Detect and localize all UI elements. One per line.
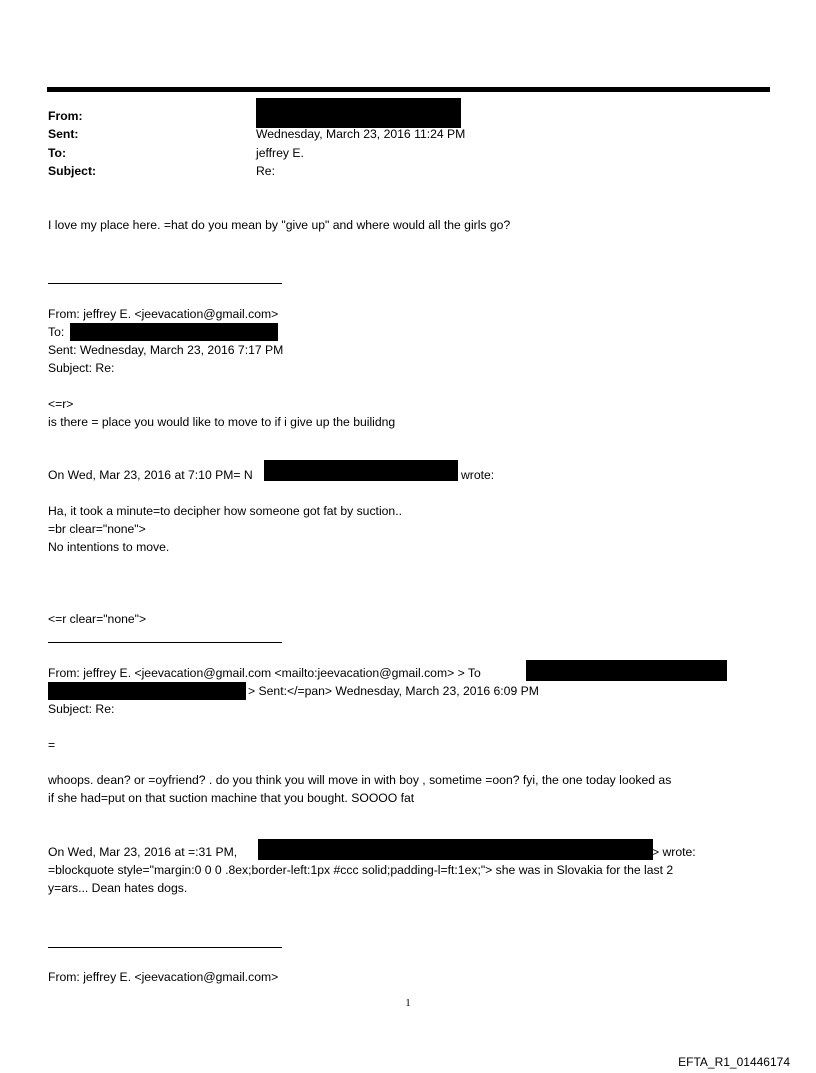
msg3-subject: Subject: Re: bbox=[48, 702, 115, 716]
body-line: I love my place here. =hat do you mean by "give up" and where would all the girls go? bbox=[48, 218, 511, 232]
redaction-box bbox=[258, 839, 653, 860]
to-value: jeffrey E. bbox=[256, 146, 304, 160]
to-label: To: bbox=[48, 146, 67, 160]
quote2-on-line: On Wed, Mar 23, 2016 at =:31 PM, bbox=[48, 845, 238, 859]
separator bbox=[48, 642, 282, 643]
sent-value: Wednesday, March 23, 2016 11:24 PM bbox=[256, 127, 466, 141]
msg4-from: From: jeffrey E. <jeevacation@gmail.com> bbox=[48, 970, 279, 984]
quote1-line: <=r clear="none"> bbox=[48, 612, 147, 626]
redaction-box bbox=[48, 682, 246, 700]
msg3-text: if she had=put on that suction machine that you bought. SOOOO fat bbox=[48, 791, 415, 805]
quote1-on-line: On Wed, Mar 23, 2016 at 7:10 PM= N bbox=[48, 468, 253, 482]
msg2-text: is there = place you would like to move to if i give up the builidng bbox=[48, 415, 396, 429]
redaction-box bbox=[264, 460, 458, 481]
redaction-box bbox=[526, 660, 727, 681]
msg2-br: <=r> bbox=[48, 397, 74, 411]
subject-value: Re: bbox=[256, 164, 275, 178]
header-rule bbox=[47, 87, 770, 92]
quote2-wrote: > wrote: bbox=[652, 845, 696, 859]
redaction-box bbox=[256, 98, 461, 128]
separator bbox=[48, 283, 282, 284]
msg3-eq: = bbox=[48, 738, 56, 752]
quote2-line: y=ars... Dean hates dogs. bbox=[48, 881, 188, 895]
redaction-box bbox=[70, 323, 278, 341]
msg3-from: From: jeffrey E. <jeevacation@gmail.com <mailto:jeevacation@gmail.com> > To bbox=[48, 666, 481, 680]
quote1-line: Ha, it took a minute=to decipher how someone got fat by suction.. bbox=[48, 504, 402, 518]
quote1-line: =br clear="none"> bbox=[48, 522, 146, 536]
page-number: 1 bbox=[405, 997, 411, 1009]
quote1-line: No intentions to move. bbox=[48, 540, 170, 554]
bates-number: EFTA_R1_01446174 bbox=[678, 1055, 790, 1069]
quote1-wrote: wrote: bbox=[461, 468, 495, 482]
msg2-from: From: jeffrey E. <jeevacation@gmail.com> bbox=[48, 307, 279, 321]
msg2-subject: Subject: Re: bbox=[48, 361, 115, 375]
separator bbox=[48, 947, 282, 948]
subject-label: Subject: bbox=[48, 164, 97, 178]
msg2-to: To: bbox=[48, 325, 65, 339]
quote2-line: =blockquote style="margin:0 0 0 .8ex;border-left:1px #ccc solid;padding-l=ft:1ex;"> she was in Slovakia for the last 2 bbox=[48, 863, 674, 877]
msg2-sent: Sent: Wednesday, March 23, 2016 7:17 PM bbox=[48, 343, 284, 357]
msg3-text: whoops. dean? or =oyfriend? . do you think you will move in with boy , sometime =oon? fyi, the one today looked as bbox=[48, 773, 672, 787]
sent-label: Sent: bbox=[48, 127, 79, 141]
from-label: From: bbox=[48, 109, 83, 123]
msg3-sent: > Sent:</=pan> Wednesday, March 23, 2016 6:09 PM bbox=[248, 684, 539, 698]
